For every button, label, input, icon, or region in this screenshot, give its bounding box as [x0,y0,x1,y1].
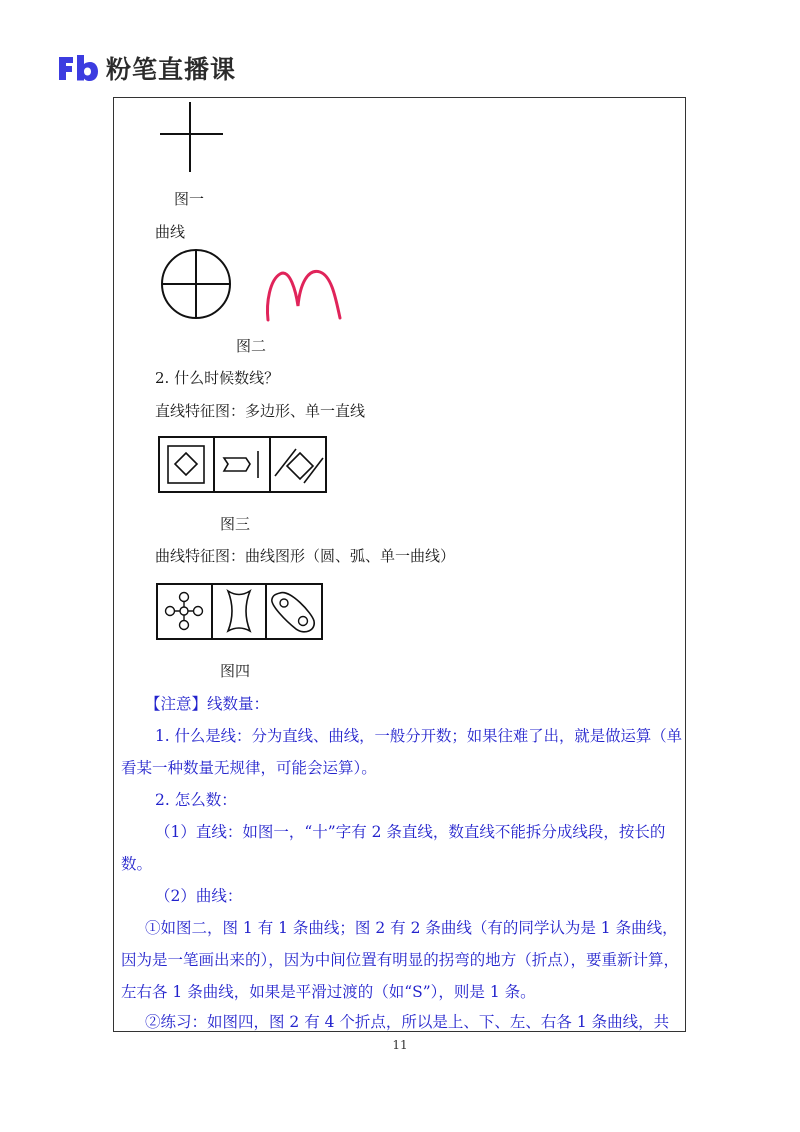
paragraph-1-line-2: 看某一种数量无规律，可能会运算）。 [121,759,377,777]
fig3-caption: 图三 [220,515,251,533]
note-title: 【注意】线数量： [145,695,270,713]
fig4-caption: 图四 [220,662,251,680]
fig2-caption: 图二 [236,337,267,355]
page-number: 11 [392,1038,408,1052]
curve-label: 曲线 [155,223,186,241]
fb-logo-icon [56,53,98,83]
curve-shapes-figure [156,583,324,641]
fig1-caption: 图一 [174,190,205,208]
brand-name: 粉笔直播课 [106,55,237,84]
paragraph-5-line-2: 因为是一笔画出来的），因为中间位置有明显的拐弯的地方（折点），要重新计算， [121,951,680,969]
question-2: 2. 什么时候数线？ [155,369,280,387]
paragraph-6-line-1: ②练习：如图四，图 2 有 4 个折点，所以是上、下、左、右各 1 条曲线，共 [145,1013,670,1031]
paragraph-3-line-2: 数。 [121,855,153,873]
straight-shapes-figure [158,436,328,494]
paragraph-3-line-1: （1）直线：如图一，“十”字有 2 条直线，数直线不能拆分成线段，按长的 [155,823,666,841]
red-curve-figure [260,262,350,324]
cross-figure [155,100,230,175]
paragraph-1-line-1: 1. 什么是线：分为直线、曲线，一般分开数；如果往难了出，就是做运算（单 [155,727,682,745]
circle-cross-figure [158,248,238,326]
curve-feature-text: 曲线特征图：曲线图形（圆、弧、单一曲线） [155,547,456,565]
straight-feature-text: 直线特征图：多边形、单一直线 [155,402,366,420]
paragraph-5-line-3: 左右各 1 条曲线，如果是平滑过渡的（如“S”），则是 1 条。 [121,983,536,1001]
brand-logo [56,50,236,86]
paragraph-5-line-1: ①如图二，图 1 有 1 条曲线；图 2 有 2 条曲线（有的同学认为是 1 条曲线， [145,919,678,937]
paragraph-2: 2. 怎么数： [155,791,237,809]
paragraph-4: （2）曲线： [155,887,243,905]
